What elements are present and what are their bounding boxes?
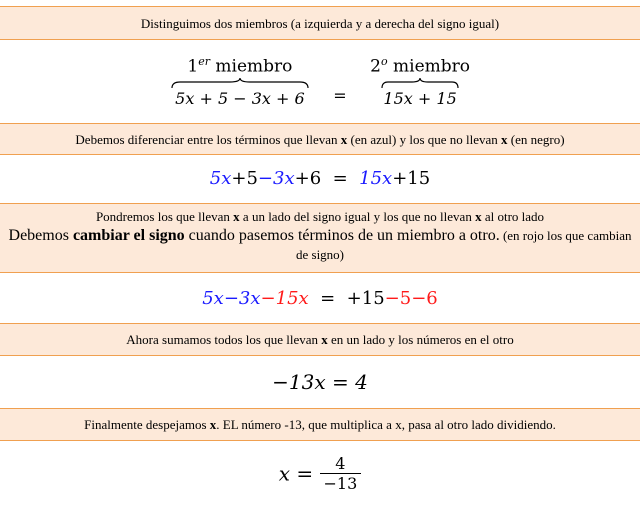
equation-sum: −13x = 4 [272,370,368,394]
fraction [320,454,362,493]
equation-colored [0,168,640,192]
term: 5x [202,288,224,309]
term: 15x [359,168,393,189]
equation-sign-change [0,288,640,312]
first-member [165,52,315,109]
second-member-expr: 15x + 15 [383,88,457,108]
step-band-3 [0,203,640,273]
step-text-3a: Pondremos los que llevan x a un lado del signo igual y los que no llevan x al otro lado [95,209,545,224]
second-member [365,52,475,109]
step-text-1: Distinguimos dos miembros (a izquierda y a derecha del signo igual) [140,16,500,31]
term: −3x [257,168,295,189]
term: −3x [223,288,261,309]
overbrace-right [380,77,460,89]
step-text-3b: Debemos cambiar el signo cuando pasemos términos de un miembro a otro. (en rojo los que cambian de signo) [8,227,632,262]
term: −6 [411,288,438,309]
term: +5 [231,168,258,189]
equation-solution: x = $\frac{4}{-13}$ [0,454,640,498]
step-band-1 [0,6,640,40]
term: +15 [392,168,431,189]
first-member-label: 1er miembro [187,55,293,77]
step-band-4: Ahora sumamos todos los que llevan x en un lado y los números en el otro [0,323,640,356]
equals-sign: = [332,168,348,189]
term: +15 [346,288,385,309]
overbrace-left [170,77,310,89]
equals-sign: = [333,86,347,105]
numerator: 4 [320,454,362,474]
term: 5x [209,168,232,189]
first-member-expr: 5x + 5 − 3x + 6 [175,88,305,108]
step-band-5: Finalmente despejamos x. EL número -13, que multiplica a x, pasa al otro lado dividiendo. [0,408,640,441]
term: −15x [260,288,309,309]
equals-sign: = [320,288,336,309]
term: +6 [294,168,322,189]
denominator: −13 [323,474,358,493]
step-band-2: Debemos diferenciar entre los términos que llevan x (en azul) y los que no llevan x (en negro) [0,123,640,155]
term: −5 [384,288,412,309]
second-member-label: 2$^o$ miembro [370,55,471,77]
equation-members [0,52,640,118]
